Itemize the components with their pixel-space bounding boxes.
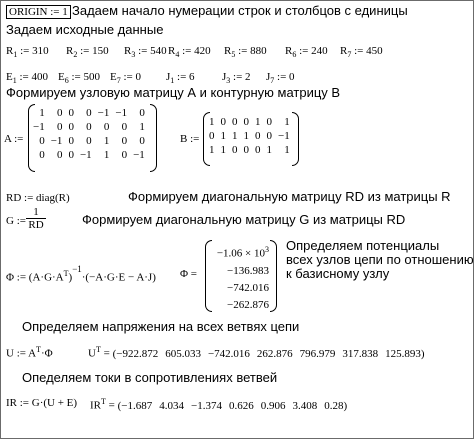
g-fraction[interactable] xyxy=(26,206,46,231)
matrix-a-cell: 0 xyxy=(139,107,145,119)
matrix-b-cell: 0 xyxy=(255,144,261,156)
matrix-a-cell: −1 xyxy=(115,107,128,119)
source-e6-definition[interactable]: $E_6$ := 500 xyxy=(58,71,100,86)
phi-value: −136.983 xyxy=(227,264,269,277)
resistor-r1-definition[interactable]: $R_1$ := 310 xyxy=(6,45,49,60)
matrix-b-cell: 1 xyxy=(284,144,290,156)
matrix-b-cell: 1 xyxy=(209,116,215,128)
matrix-a-cell: 0 xyxy=(68,135,74,147)
matrix-a-cell: 0 xyxy=(56,107,63,119)
phi-comment-line: Определяем потенциалы xyxy=(286,238,440,253)
input-data-comment: Задаем исходные данные xyxy=(6,22,164,37)
u-result[interactable] xyxy=(88,345,425,360)
matrix-a-cell: 1 xyxy=(103,149,110,161)
ir-result[interactable] xyxy=(90,397,347,412)
rd-expression[interactable]: RD := diag(R) xyxy=(6,192,70,204)
phi-expr-close: ) xyxy=(68,271,73,284)
u-result-equals: = xyxy=(100,347,113,360)
matrix-a-cell: −1 xyxy=(79,149,92,161)
phi-value: −742.016 xyxy=(227,281,269,294)
matrix-a-cell: 1 xyxy=(39,107,45,119)
matrix-a-cell: 1 xyxy=(139,121,145,133)
matrix-a-cell: −1 xyxy=(33,121,45,133)
matrix-a-cell: 0 xyxy=(121,135,128,147)
matrix-b-cell: 1 xyxy=(220,144,226,156)
matrix-b-cell: 0 xyxy=(220,116,226,128)
matrix-a-row xyxy=(30,106,148,120)
matrix-b-row xyxy=(206,143,293,157)
ir-vector-open-paren: ( xyxy=(117,399,122,412)
ir-result-transpose: T xyxy=(101,397,106,406)
g-comment: Формируем диагональную матрицу G из матрицы RD xyxy=(82,212,406,227)
matrix-b-row xyxy=(206,129,293,143)
matrix-a-row xyxy=(30,120,148,134)
ir-result-equals: = xyxy=(105,399,118,412)
phi-expr-transpose: T xyxy=(63,269,69,278)
matrix-b-cell: 1 xyxy=(284,116,290,128)
matrix-b-cell: 1 xyxy=(209,144,215,156)
matrix-a-cell: 0 xyxy=(86,135,92,147)
g-lhs[interactable]: G := xyxy=(6,215,26,227)
matrix-a-cell: 0 xyxy=(68,107,74,119)
matrix-b-cell: 0 xyxy=(243,144,249,156)
matrix-a-cell: 0 xyxy=(56,121,63,133)
source-j1-definition[interactable]: $J_1$ := 6 xyxy=(166,71,195,86)
phi-result-vector[interactable] xyxy=(213,241,269,314)
matrix-a-cell: −1 xyxy=(50,135,63,147)
ir-vector-value: 0.626 xyxy=(228,399,254,412)
ir-comment: Опеделяем токи в сопротивлениях ветвей xyxy=(22,370,278,385)
matrix-a-cell: 0 xyxy=(68,121,74,133)
matrix-b-cell: 0 xyxy=(209,130,215,142)
u-expression[interactable] xyxy=(6,345,53,360)
matrix-a-cell: 1 xyxy=(103,135,110,147)
matrix-a-cell: 0 xyxy=(68,149,74,161)
matrix-b-label[interactable]: B := xyxy=(180,133,200,145)
matrix-b-cell: 1 xyxy=(255,116,261,128)
u-comment: Определяем напряжения на всех ветвях цепи xyxy=(22,319,300,334)
g-numerator: 1 xyxy=(33,206,39,218)
phi-comment-line: к базисному узлу xyxy=(286,266,390,281)
ir-vector-value: 3.408 xyxy=(292,399,318,412)
matrix-a-cell: 0 xyxy=(103,121,110,133)
phi-expr-inverse: −1 xyxy=(72,264,82,274)
ir-result-name: IR xyxy=(90,399,101,412)
matrix-b-cell: 1 xyxy=(243,130,249,142)
matrix-b-row xyxy=(206,115,293,129)
source-j3-definition[interactable]: $J_3$ := 2 xyxy=(222,71,251,86)
matrix-b-cell: 0 xyxy=(266,116,272,128)
phi-comment xyxy=(286,239,474,281)
u-expr-rhs: ·Φ xyxy=(40,347,53,360)
matrix-a-cell: 0 xyxy=(139,135,145,147)
matrix-b-cell: 0 xyxy=(243,116,249,128)
rd-comment: Формируем диагональную матрицу RD из матрицы R xyxy=(128,189,451,204)
matrix-a-row xyxy=(30,148,148,162)
matrix-b[interactable] xyxy=(206,115,293,157)
ir-vector-value: 4.034 xyxy=(159,399,184,412)
u-vector-value: −742.016 xyxy=(207,347,250,360)
ir-vector-close-paren: ) xyxy=(343,399,348,412)
ir-vector-value: −1.687 xyxy=(121,399,153,412)
phi-value: $-1.06 \times 10^3$ xyxy=(216,245,269,260)
matrix-b-cell: −1 xyxy=(278,130,290,142)
phi-left-paren xyxy=(205,240,212,312)
matrix-a-row xyxy=(30,134,148,148)
g-denominator: RD xyxy=(26,218,46,231)
phi-comment-line: всех узлов цепи по отношению xyxy=(286,252,474,267)
matrix-a-cell: 0 xyxy=(39,149,45,161)
resistor-r5-definition[interactable]: $R_5$ := 880 xyxy=(224,45,267,60)
matrix-b-cell: 1 xyxy=(232,130,238,142)
ir-vector-value: 0.28 xyxy=(324,399,344,412)
ir-vector-value: 0.906 xyxy=(260,399,286,412)
u-result-name: U xyxy=(88,347,96,360)
u-expr-lhs: U := A xyxy=(6,347,37,360)
phi-right-paren xyxy=(270,240,277,312)
u-vector-value: 262.876 xyxy=(256,347,293,360)
matrix-a-cell: −1 xyxy=(133,149,145,161)
ir-expression[interactable]: IR := G·(U + E) xyxy=(6,397,78,409)
phi-result-label[interactable]: Φ = xyxy=(180,268,197,280)
origin-expression[interactable] xyxy=(6,6,71,18)
ir-result-vector xyxy=(118,400,348,412)
matrix-comment: Формируем узловую матрицу А и контурную матрицу В xyxy=(6,85,341,100)
origin-expression-text[interactable]: ORIGIN := 1 xyxy=(6,5,71,19)
ir-vector-value: −1.374 xyxy=(191,399,222,412)
matrix-a[interactable] xyxy=(30,106,148,162)
phi-expr-tail: ·(−A·G·E − A·J) xyxy=(81,271,156,284)
u-vector-value: 605.033 xyxy=(165,347,201,360)
matrix-a-right-paren xyxy=(150,104,157,172)
u-vector-value: 796.979 xyxy=(299,347,336,360)
resistor-r2-definition[interactable]: $R_2$ := 150 xyxy=(66,45,109,60)
resistor-r7-definition[interactable]: $R_7$ := 450 xyxy=(340,45,383,60)
matrix-b-cell: 0 xyxy=(266,130,272,142)
resistor-r6-definition[interactable]: $R_6$ := 240 xyxy=(285,45,328,60)
phi-expression[interactable] xyxy=(6,264,156,284)
matrix-b-cell: 1 xyxy=(266,144,272,156)
matrix-a-cell: 0 xyxy=(39,135,45,147)
u-expr-transpose: T xyxy=(36,345,41,354)
u-vector-value: −922.872 xyxy=(116,347,159,360)
matrix-a-cell: 0 xyxy=(86,107,92,119)
matrix-a-cell: 0 xyxy=(56,149,63,161)
matrix-a-label[interactable]: A := xyxy=(4,133,24,145)
matrix-a-cell: 0 xyxy=(121,149,128,161)
source-e7-definition[interactable]: $E_7$ := 0 xyxy=(110,71,141,86)
u-result-transpose: T xyxy=(95,345,101,354)
resistor-r3-definition[interactable]: $R_3$ := 540 xyxy=(124,45,167,60)
matrix-b-right-paren xyxy=(292,112,299,166)
u-vector-value: 125.893 xyxy=(385,347,421,360)
origin-comment: Задаем начало нумерации строк и столбцов с единицы xyxy=(72,3,408,18)
u-vector-close-paren: ) xyxy=(420,347,425,360)
matrix-a-cell: 0 xyxy=(121,121,128,133)
source-j7-definition[interactable]: $J_7$ := 0 xyxy=(266,71,295,86)
source-e1-definition[interactable]: $E_1$ := 400 xyxy=(6,71,48,86)
matrix-b-cell: 1 xyxy=(220,130,226,142)
matrix-b-cell: 0 xyxy=(255,130,261,142)
matrix-b-cell: 0 xyxy=(232,116,238,128)
u-vector-value: 317.838 xyxy=(342,347,379,360)
u-result-vector xyxy=(113,348,425,360)
phi-value: −262.876 xyxy=(227,298,269,311)
matrix-a-cell: −1 xyxy=(97,107,110,119)
phi-expr-left: Φ := (A·G·A xyxy=(6,271,64,284)
matrix-a-cell: 0 xyxy=(86,121,92,133)
matrix-b-cell: 0 xyxy=(232,144,238,156)
resistor-r4-definition[interactable]: $R_4$ := 420 xyxy=(168,45,211,60)
u-vector-open-paren: ( xyxy=(112,347,117,360)
